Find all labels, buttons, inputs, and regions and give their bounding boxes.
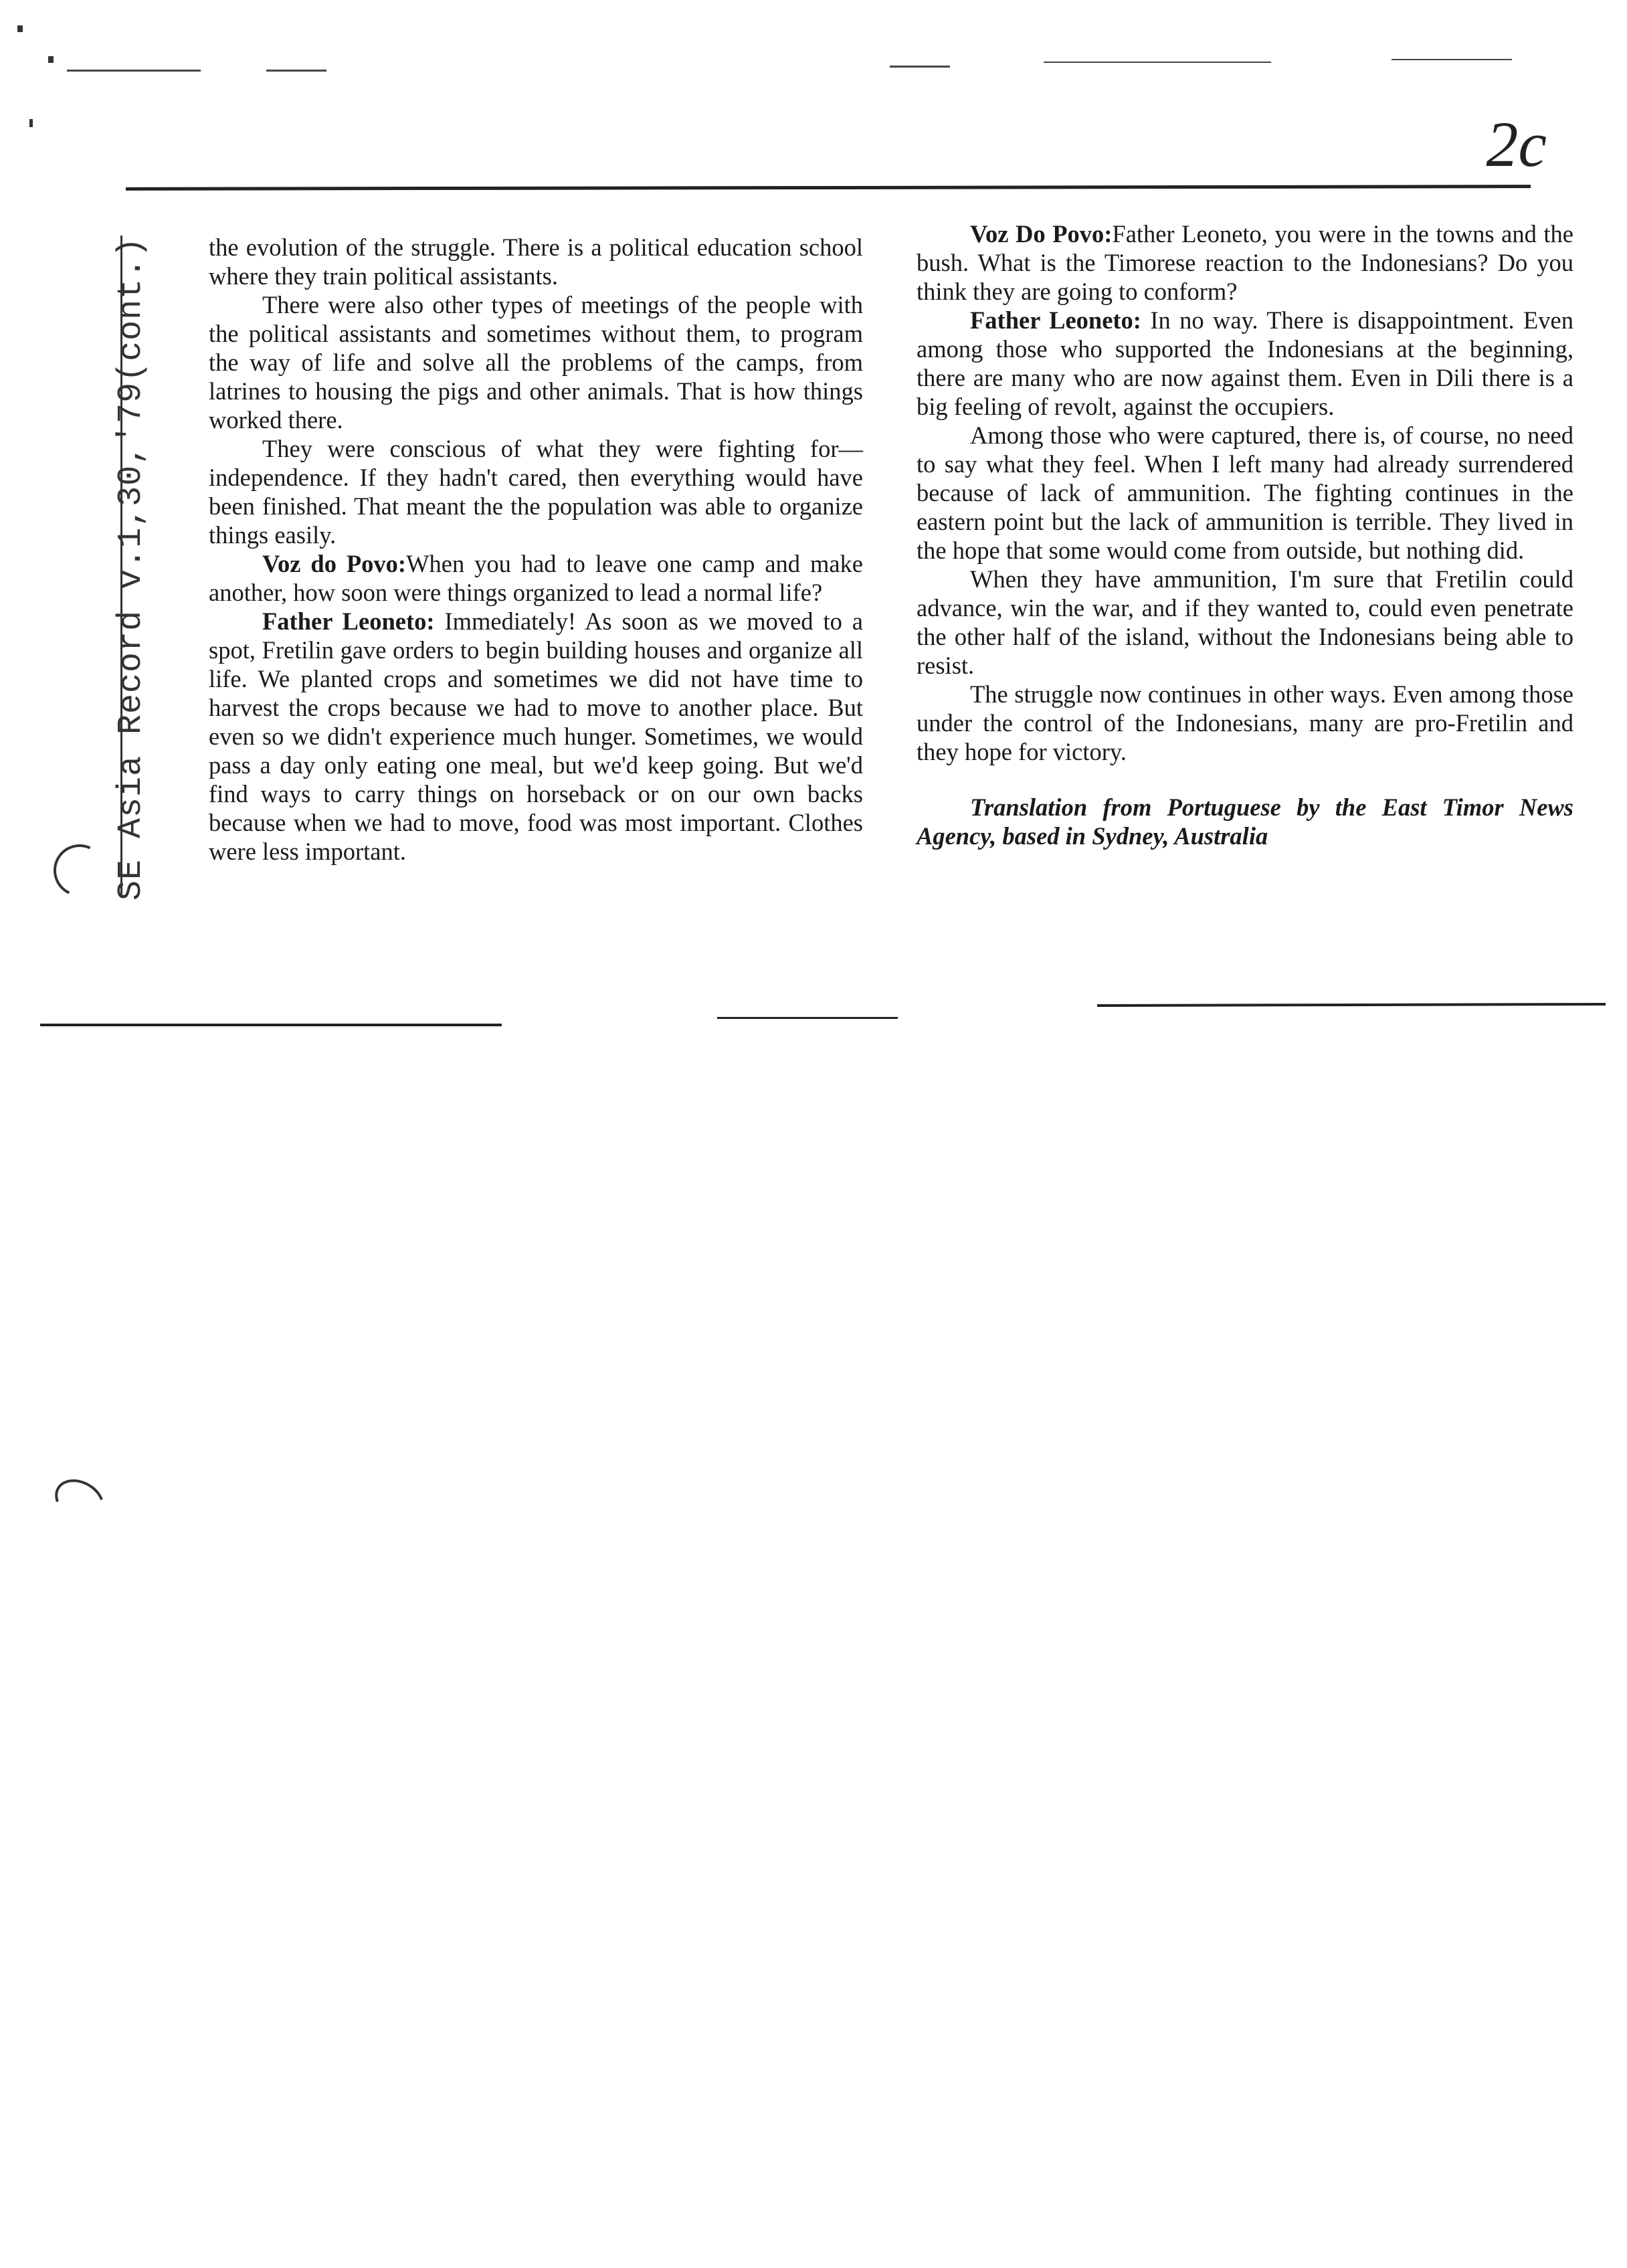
- paragraph: [209, 434, 863, 549]
- scan-dash: [1044, 62, 1271, 63]
- page-number: 2c: [1486, 108, 1547, 180]
- bottom-rule-left: [40, 1024, 502, 1026]
- paragraph: [209, 290, 863, 434]
- paragraph-text: Immediately! As soon as we moved to a spot, Fretilin gave orders to begin building houses and organize all life. We planted crops and sometimes we did not have time to harvest the crops because we had to move to another place. But even so we didn't experience much hunger. Sometimes, we would pass a day only eating one meal, but we'd keep going. But we'd find ways to carry things on horseback or on our own backs because when we had to move, food was most important. Clothes were less important.: [209, 607, 863, 865]
- scan-dash: [266, 70, 326, 72]
- scan-dash: [67, 70, 201, 72]
- paragraph: [209, 607, 863, 866]
- speaker-label: Father Leoneto:: [970, 306, 1141, 334]
- paragraph: [917, 680, 1573, 766]
- paragraph: [917, 306, 1573, 421]
- bottom-rule-right: [1097, 1003, 1606, 1007]
- scan-curl: [47, 1471, 112, 1530]
- speaker-label: Voz do Povo:: [262, 550, 407, 577]
- paragraph-text: They were conscious of what they were fighting for—independence. If they hadn't cared, then everything would have been finished. That meant the the population was able to organize things easily.: [209, 435, 863, 549]
- bottom-rule-center: [717, 1017, 898, 1019]
- paragraph-text: The struggle now continues in other ways. Even among those under the control of the Indonesians, many are pro-Fretilin and they hope for victory.: [917, 680, 1573, 765]
- paragraph-text: Father Leoneto, you were in the towns and the bush. What is the Timorese reaction to the Indonesians? Do you think they are going to conform?: [917, 220, 1573, 305]
- paragraph-text: When you had to leave one camp and make another, how soon were things organized to lead a normal life?: [209, 550, 863, 606]
- top-rule: [126, 185, 1531, 191]
- paragraph: [917, 421, 1573, 565]
- paragraph: [209, 549, 863, 607]
- paragraph: [209, 233, 863, 290]
- paragraph-text: Among those who were captured, there is, of course, no need to say what they feel. When I left many had already surrendered because of lack of ammunition. The fighting continues in the eastern point but the lack of ammunition is terrible. They lived in the hope that some would come from outside, but nothing did.: [917, 421, 1573, 564]
- scan-mark: [48, 56, 54, 63]
- scan-curl: [46, 837, 113, 904]
- right-column: [917, 219, 1573, 850]
- paragraph: [917, 565, 1573, 680]
- scan-mark: [17, 25, 23, 32]
- paragraph: [917, 219, 1573, 306]
- speaker-label: Voz Do Povo:: [970, 220, 1113, 248]
- scan-dash: [890, 66, 950, 68]
- paragraph-text: There were also other types of meetings of the people with the political assistants and sometimes without them, to program the way of life and solve all the problems of the camps, from latrines to housing the pigs and other animals. That is how things worked there.: [209, 291, 863, 434]
- speaker-label: Father Leoneto:: [262, 607, 435, 635]
- margin-citation: SE Asia Record v.1,30,'79(cont.): [112, 236, 151, 901]
- scan-mark: [29, 119, 33, 127]
- paragraph-text: the evolution of the struggle. There is a political education school where they train political assistants.: [209, 233, 863, 290]
- paragraph-text: When they have ammunition, I'm sure that Fretilin could advance, win the war, and if they wanted to, could even penetrate the other half of the island, without the Indonesians being able to resist.: [917, 565, 1573, 679]
- scan-dash: [1392, 59, 1512, 60]
- paragraph-text: In no way. There is disappointment. Even among those who supported the Indonesians at the beginning, there are many who are now against them. Even in Dili there is a big feeling of revolt, against the occupiers.: [917, 306, 1573, 420]
- left-column: [209, 233, 863, 866]
- translation-credit: Translation from Portuguese by the East Timor News Agency, based in Sydney, Australia: [917, 793, 1573, 850]
